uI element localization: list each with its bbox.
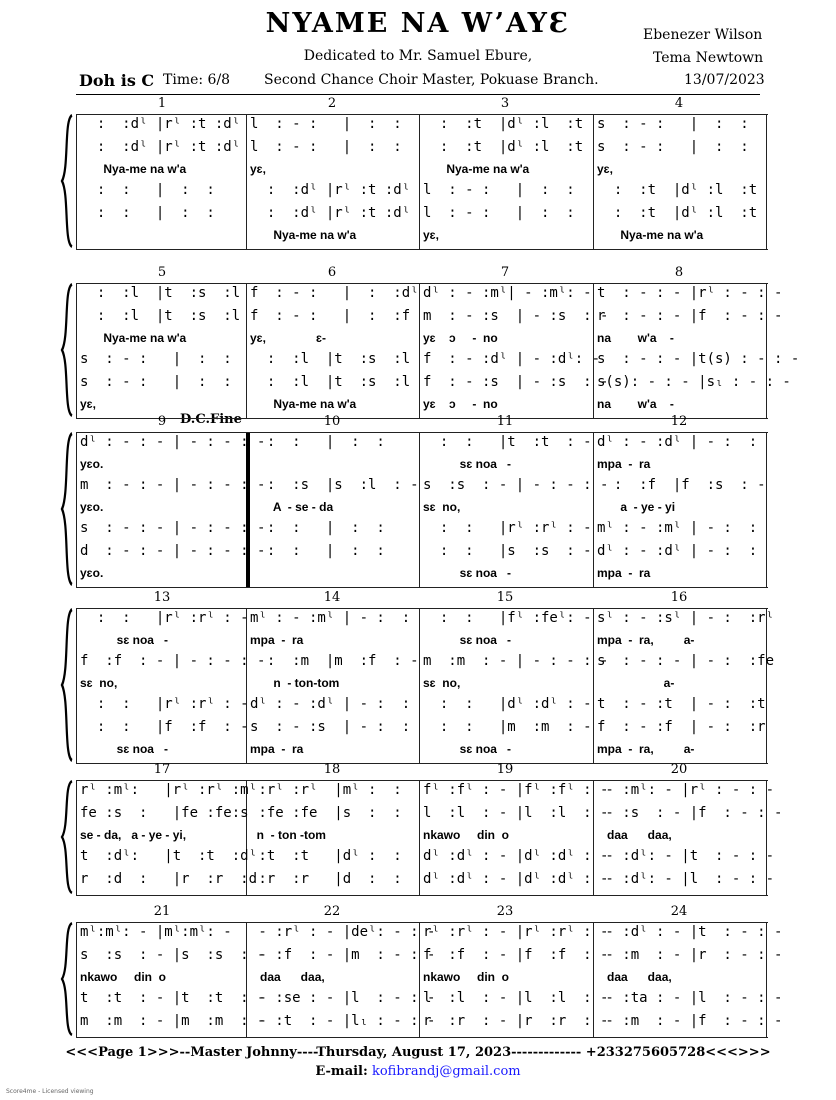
sol-fa-row xyxy=(76,608,775,630)
system-brace xyxy=(60,780,74,894)
lyric-cell: yɛ ɔ - no xyxy=(423,397,498,411)
sol-fa-cell: f : - :s | - :s : - xyxy=(423,374,609,390)
sol-fa-row xyxy=(76,203,768,225)
sol-fa-cell: dˡ :dˡ : - |dˡ :dˡ : - xyxy=(423,848,609,864)
sol-fa-cell: f : - : | : :dˡ xyxy=(250,285,419,301)
sol-fa-cell: l : - : | : : xyxy=(423,182,575,198)
lyrics-row xyxy=(76,968,768,986)
sol-fa-cell: dˡ : - :dˡ | - : : xyxy=(250,696,411,712)
composer-name: Ebenezer Wilson xyxy=(643,27,763,43)
sol-fa-cell: t :t : - |t :t : - xyxy=(80,990,266,1006)
sol-fa-cell: : :m |m :f : - xyxy=(250,653,419,669)
sol-fa-row xyxy=(76,180,768,202)
sol-fa-cell: : : | : : xyxy=(250,434,385,450)
lyric-cell: mpa - ra, a- xyxy=(597,742,695,756)
sol-fa-cell: : : |rˡ :rˡ : - xyxy=(80,610,249,626)
lyric-cell: yɛ, ɛ- xyxy=(250,331,326,345)
dedication-line: Dedicated to Mr. Samuel Ebure, xyxy=(303,48,533,64)
lyric-cell: se - da, a - ye - yi, xyxy=(80,828,187,842)
measure-number: 23 xyxy=(496,904,514,919)
lyric-cell: sɛ noa - xyxy=(423,566,511,580)
dc-fine-mark: D.C.Fine xyxy=(180,412,242,427)
measure-number: 21 xyxy=(153,904,171,919)
lyric-cell: sɛ no, xyxy=(80,676,118,690)
sol-fa-cell: m :m : - |m :m : - xyxy=(80,1013,266,1029)
sol-fa-row xyxy=(76,803,783,825)
sol-fa-row xyxy=(76,475,768,497)
sol-fa-cell: - :dˡ : - |t : - : - xyxy=(597,924,783,940)
sol-fa-row xyxy=(76,945,783,967)
email-label: E-mail: xyxy=(315,1064,368,1079)
sol-fa-cell: - :se : - |l : - : - xyxy=(250,990,436,1006)
sol-fa-cell: f : - : | : :f xyxy=(250,308,411,324)
sol-fa-cell: dˡ : - : - | - : - : - xyxy=(80,434,266,450)
sol-fa-row xyxy=(76,114,768,136)
sol-fa-cell: - :mˡ: - |rˡ : - : - xyxy=(597,782,775,798)
lyric-cell: nkawo din o xyxy=(80,970,167,984)
sol-fa-cell: :t :t |dˡ : : xyxy=(250,848,402,864)
lyric-cell: Nya-me na w'a xyxy=(423,162,530,176)
lyric-cell: Nya-me na w'a xyxy=(80,162,187,176)
sol-fa-cell: mˡ : - :mˡ | - : : xyxy=(250,610,411,626)
sol-fa-row xyxy=(76,432,768,454)
sol-fa-cell: - :s : - |f : - : - xyxy=(597,805,783,821)
lyric-cell: na w'a - xyxy=(597,331,674,345)
sol-fa-cell: r :r : - |r :r : - xyxy=(423,1013,609,1029)
sol-fa-cell: dˡ : - :dˡ | - : : xyxy=(597,543,758,559)
sol-fa-cell: : :t |dˡ :l :t xyxy=(423,139,584,155)
lyric-cell: yɛ, xyxy=(423,228,439,242)
sol-fa-row xyxy=(76,988,783,1010)
sol-fa-cell: l : - : | : : xyxy=(250,116,402,132)
measure-number: 8 xyxy=(674,265,684,280)
lyric-cell: sɛ noa - xyxy=(423,633,511,647)
sol-fa-row xyxy=(76,717,768,739)
lyric-cell: yɛo. xyxy=(80,500,104,514)
lyric-cell: mpa - ra xyxy=(597,457,651,471)
sol-fa-cell: : :t |dˡ :l :t xyxy=(597,205,758,221)
measure-number: 17 xyxy=(153,762,171,777)
sol-fa-cell: t : - : - |rˡ : - : - xyxy=(597,285,783,301)
composition-date: 13/07/2023 xyxy=(684,72,765,88)
sol-fa-row xyxy=(76,869,775,891)
sol-fa-row xyxy=(76,694,768,716)
sol-fa-cell: : :dˡ |rˡ :t :dˡ xyxy=(250,205,411,221)
sol-fa-cell: : : | : : xyxy=(250,520,385,536)
lyric-cell: yɛ, xyxy=(80,397,96,411)
sol-fa-row xyxy=(76,518,768,540)
measure-number: 4 xyxy=(674,96,684,111)
measure-number: 20 xyxy=(670,762,688,777)
lyrics-row xyxy=(76,564,768,582)
composer-place: Tema Newtown xyxy=(653,50,764,66)
lyric-cell: Nya-me na w'a xyxy=(597,228,704,242)
lyric-cell: yɛo. xyxy=(80,457,104,471)
lyric-cell: yɛ, xyxy=(250,162,266,176)
page-footer: <<<Page 1>>>--Master Johnny----Thursday, August 17, 2023------------- +233275605728<<<>>> xyxy=(65,1045,771,1060)
sol-fa-cell: l : - : | : : xyxy=(250,139,402,155)
sol-fa-cell: d : - : - | - : - : - xyxy=(80,543,266,559)
sol-fa-cell: : : |dˡ :dˡ : - xyxy=(423,696,592,712)
measure-number: 11 xyxy=(496,414,514,429)
lyric-cell: a - ye - yi xyxy=(597,500,676,514)
sol-fa-cell: s : - : | : : xyxy=(80,374,232,390)
lyric-cell: nkawo din o xyxy=(423,970,510,984)
measure-number: 19 xyxy=(496,762,514,777)
sol-fa-cell: : :dˡ |rˡ :t :dˡ xyxy=(80,116,241,132)
lyric-cell: nkawo din o xyxy=(423,828,510,842)
sol-fa-cell: - :dˡ: - |l : - : - xyxy=(597,871,775,887)
measure-number: 3 xyxy=(500,96,510,111)
sol-fa-cell: m : - : - | - : - : - xyxy=(80,477,266,493)
sol-fa-cell: : : |m :m : - xyxy=(423,719,592,735)
system-brace xyxy=(60,283,74,417)
sol-fa-cell: dˡ : - :mˡ| - :mˡ: - xyxy=(423,285,592,301)
lyric-cell: daa daa, xyxy=(597,828,672,842)
measure-number: 9 xyxy=(157,414,167,429)
measure-number: 12 xyxy=(670,414,688,429)
sol-fa-row xyxy=(76,846,775,868)
sol-fa-cell: : : |rˡ :rˡ : - xyxy=(80,696,249,712)
sol-fa-cell: : : | : : xyxy=(80,182,215,198)
lyrics-row xyxy=(76,395,768,413)
measure-number: 24 xyxy=(670,904,688,919)
sol-fa-row xyxy=(76,1011,783,1033)
lyrics-row xyxy=(76,740,768,758)
lyrics-row xyxy=(76,674,768,692)
measure-number: 10 xyxy=(323,414,341,429)
lyric-cell: na w'a - xyxy=(597,397,674,411)
system-brace xyxy=(60,114,74,248)
sol-fa-cell: : :l |t :s :l xyxy=(250,374,411,390)
lyric-cell: mpa - ra xyxy=(250,742,304,756)
email-line xyxy=(0,1064,836,1079)
time-signature: Time: 6/8 xyxy=(163,72,231,88)
watermark-note: Score4me - Licensed viewing xyxy=(6,1088,94,1095)
lyric-cell: sɛ noa - xyxy=(423,457,511,471)
sol-fa-cell: : :s |s :l : - xyxy=(250,477,419,493)
system-brace xyxy=(60,432,74,586)
sol-fa-cell: sˡ : - :sˡ | - : :rˡ xyxy=(597,610,775,626)
dedication-line-2: Second Chance Choir Master, Pokuase Branch. xyxy=(264,72,599,88)
lyric-cell: A - se - da xyxy=(250,500,334,514)
sol-fa-cell: : : | : : xyxy=(250,543,385,559)
sol-fa-cell: - :dˡ: - |t : - : - xyxy=(597,848,775,864)
sol-fa-cell: r : - : - |f : - : - xyxy=(597,308,783,324)
sol-fa-cell: r :d : |r :r :d xyxy=(80,871,258,887)
sol-fa-cell: s : - : | : : xyxy=(80,351,232,367)
header-rule xyxy=(76,94,760,95)
lyric-cell: mpa - ra, a- xyxy=(597,633,695,647)
sol-fa-cell: dˡ :dˡ : - |dˡ :dˡ : - xyxy=(423,871,609,887)
sol-fa-cell: :rˡ :rˡ |mˡ : : xyxy=(250,782,402,798)
lyric-cell: sɛ noa - xyxy=(423,742,511,756)
sol-fa-cell: s : - :s | - : : xyxy=(250,719,411,735)
sol-fa-cell: f : - :dˡ | - :dˡ: - xyxy=(423,351,601,367)
sol-fa-row xyxy=(76,922,783,944)
sol-fa-cell: : : | : : xyxy=(80,205,215,221)
sol-fa-cell: mˡ : - :mˡ | - : : xyxy=(597,520,758,536)
lyric-cell: sɛ no, xyxy=(423,676,461,690)
lyrics-row xyxy=(76,631,768,649)
sol-fa-cell: dˡ : - :dˡ | - : : xyxy=(597,434,758,450)
lyric-cell: sɛ noa - xyxy=(80,742,168,756)
sol-fa-row xyxy=(76,306,783,328)
sol-fa-cell: s : - : - |t(s) : - : - xyxy=(597,351,800,367)
lyric-cell: Nya-me na w'a xyxy=(250,397,357,411)
sol-fa-cell: : : |t :t : - xyxy=(423,434,592,450)
lyric-cell: sɛ noa - xyxy=(80,633,168,647)
sol-fa-cell: rˡ :rˡ : - |rˡ :rˡ : - xyxy=(423,924,609,940)
sol-fa-cell: : :t |dˡ :l :t xyxy=(423,116,584,132)
lyrics-row xyxy=(76,826,768,844)
sol-fa-row xyxy=(76,283,783,305)
sol-fa-cell: - :t : - |lₗ : - : - xyxy=(250,1013,436,1029)
sol-fa-cell: : :l |t :s :l xyxy=(80,308,241,324)
sol-fa-cell: l : - : | : : xyxy=(423,205,575,221)
sol-fa-cell: - :m : - |f : - : - xyxy=(597,1013,783,1029)
sol-fa-cell: f :f : - |f :f : - xyxy=(423,947,609,963)
sol-fa-cell: : :l |t :s :l xyxy=(250,351,411,367)
sol-fa-cell: s : - : - | - : :fe xyxy=(597,653,775,669)
lyric-cell: yɛo. xyxy=(80,566,104,580)
sol-fa-cell: l :l : - |l :l : - xyxy=(423,990,609,1006)
measure-number: 2 xyxy=(327,96,337,111)
sol-fa-cell: fˡ :fˡ : - |fˡ :fˡ : - xyxy=(423,782,609,798)
measure-number: 1 xyxy=(157,96,167,111)
sol-fa-cell: fe :s : |fe :fe:s xyxy=(80,805,249,821)
sol-fa-row xyxy=(76,651,775,673)
sol-fa-cell: : :dˡ |rˡ :t :dˡ xyxy=(250,182,411,198)
sol-fa-cell: - :rˡ : - |deˡ: - : - xyxy=(250,924,436,940)
measure-number: 15 xyxy=(496,590,514,605)
sol-fa-cell: - :m : - |r : - : - xyxy=(597,947,783,963)
lyric-cell: yɛ ɔ - no xyxy=(423,331,498,345)
sol-fa-cell: : :f |f :s : - xyxy=(597,477,766,493)
sol-fa-row xyxy=(76,780,775,802)
sol-fa-cell: s(s): - : - |sₗ : - : - xyxy=(597,374,791,390)
lyric-cell: n - ton -tom xyxy=(250,828,326,842)
sol-fa-row xyxy=(76,137,768,159)
lyrics-row xyxy=(76,226,768,244)
sol-fa-cell: : : |f :f : - xyxy=(80,719,249,735)
sol-fa-cell: t :dˡ: |t :t :dˡ xyxy=(80,848,258,864)
sol-fa-row xyxy=(76,349,800,371)
sol-fa-row xyxy=(76,541,768,563)
lyric-cell: n - ton-tom xyxy=(250,676,340,690)
sol-fa-cell: m :m : - | - : - : - xyxy=(423,653,609,669)
email-link[interactable]: kofibrandj@gmail.com xyxy=(371,1064,521,1079)
measure-number: 16 xyxy=(670,590,688,605)
lyric-cell: daa daa, xyxy=(597,970,672,984)
lyric-cell: yɛ, xyxy=(597,162,613,176)
sol-fa-cell: s : - : | : : xyxy=(597,116,749,132)
lyrics-row xyxy=(76,455,768,473)
lyric-cell: mpa - ra xyxy=(597,566,651,580)
sol-fa-cell: m : - :s | - :s : - xyxy=(423,308,609,324)
measure-number: 22 xyxy=(323,904,341,919)
sol-fa-cell: t : - :t | - : :t xyxy=(597,696,766,712)
sol-fa-cell: - :f : - |m : - : - xyxy=(250,947,436,963)
sol-fa-cell: f : - :f | - : :r xyxy=(597,719,766,735)
sol-fa-cell: l :l : - |l :l : - xyxy=(423,805,609,821)
measure-number: 5 xyxy=(157,265,167,280)
lyric-cell: sɛ no, xyxy=(423,500,461,514)
sol-fa-cell: s :s : - | - : - : - xyxy=(423,477,609,493)
sol-fa-cell: f :f : - | - : - : - xyxy=(80,653,266,669)
lyrics-row xyxy=(76,160,768,178)
sol-fa-cell: mˡ:mˡ: - |mˡ:mˡ: - xyxy=(80,924,232,940)
sol-fa-cell: s : - : | : : xyxy=(597,139,749,155)
system-brace xyxy=(60,922,74,1036)
lyrics-row xyxy=(76,329,768,347)
measure-number: 18 xyxy=(323,762,341,777)
sol-fa-cell: : : |fˡ :feˡ: - xyxy=(423,610,592,626)
lyrics-row xyxy=(76,498,768,516)
sol-fa-cell: : :l |t :s :l xyxy=(80,285,241,301)
sol-fa-cell: :fe :fe |s : : xyxy=(250,805,402,821)
lyric-cell: mpa - ra xyxy=(250,633,304,647)
sol-fa-cell: : :dˡ |rˡ :t :dˡ xyxy=(80,139,241,155)
measure-number: 6 xyxy=(327,265,337,280)
lyric-cell: daa daa, xyxy=(250,970,325,984)
sol-fa-cell: s :s : - |s :s : - xyxy=(80,947,266,963)
song-title: NYAME NA W’AYƐ xyxy=(265,8,571,39)
sol-fa-cell: :r :r |d : : xyxy=(250,871,402,887)
sol-fa-cell: : :t |dˡ :l :t xyxy=(597,182,758,198)
lyric-cell: Nya-me na w'a xyxy=(80,331,187,345)
measure-number: 14 xyxy=(323,590,341,605)
measure-number: 7 xyxy=(500,265,510,280)
key-signature: Doh is C xyxy=(79,71,155,90)
measure-number: 13 xyxy=(153,590,171,605)
sol-fa-cell: - :ta : - |l : - : - xyxy=(597,990,783,1006)
sol-fa-cell: rˡ :mˡ: |rˡ :rˡ :mˡ xyxy=(80,782,258,798)
sol-fa-cell: s : - : - | - : - : - xyxy=(80,520,266,536)
sol-fa-cell: : : |s :s : - xyxy=(423,543,592,559)
sol-fa-row xyxy=(76,372,791,394)
system-brace xyxy=(60,608,74,762)
lyric-cell: a- xyxy=(597,676,675,690)
sol-fa-cell: : : |rˡ :rˡ : - xyxy=(423,520,592,536)
lyric-cell: Nya-me na w'a xyxy=(250,228,357,242)
